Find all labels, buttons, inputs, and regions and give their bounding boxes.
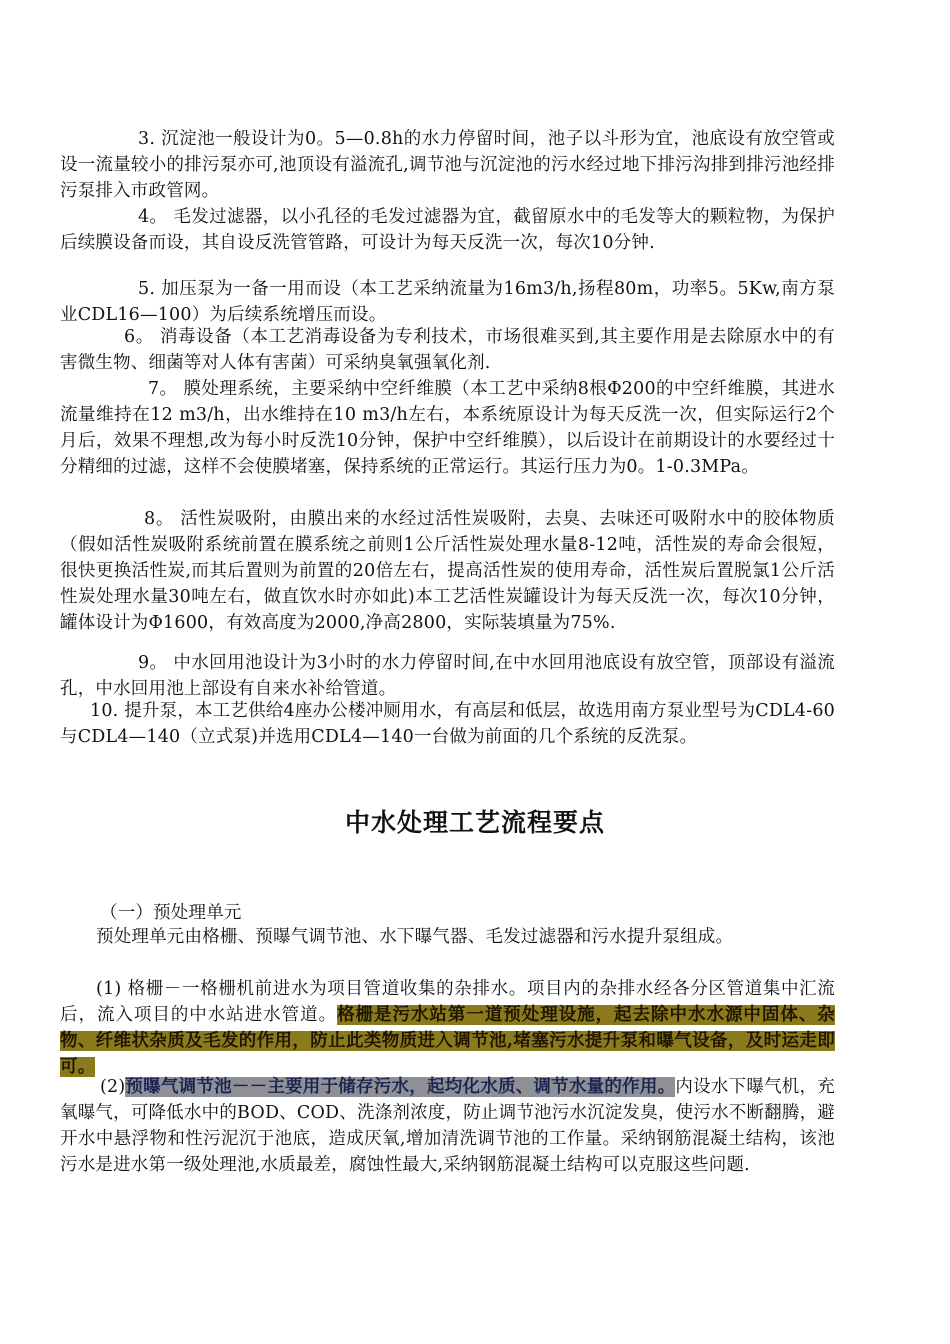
paragraph-disinfection: 6。 消毒设备（本工艺消毒设备为专利技术，市场很难买到,其主要作用是去除原水中的有害微生物、细菌等对人体有害菌）可采纳臭氧强氧化剂. — [60, 327, 835, 373]
paragraph-activated-carbon: 8。 活性炭吸附，由膜出来的水经过活性炭吸附，去臭、去味还可吸附水中的胶体物质（假如活性炭吸附系统前置在膜系统之前则1公斤活性炭处理水量8-12吨，活性炭的寿命会很短，很快更换活性炭,而其后置则为前置的20倍左右，提高活性炭的使用寿命，活性炭后置脱氯1公斤活性炭处理水量30吨左右，做直饮水时亦如此)本工艺活性炭罐设计为每天反洗一次，每次10分钟，罐体设计为Φ1600，有效高度为2000,净高2800，实际装填量为75%. — [60, 509, 835, 633]
paragraph-pre-aeration-tank — [60, 1074, 835, 1178]
section-title: 中水处理工艺流程要点 — [344, 808, 605, 837]
paragraph-sedimentation-tank: 3. 沉淀池一般设计为0。5—0.8h的水力停留时间，池子以斗形为宜，池底设有放空管或设一流量较小的排污泵亦可,池顶设有溢流孔,调节池与沉淀池的污水经过地下排污沟排到排污池经排污泵排入市政管网。 — [60, 129, 835, 201]
unit-heading: （一）预处理单元 — [100, 903, 242, 923]
unit-intro: 预处理单元由格栅、预曝气调节池、水下曝气器、毛发过滤器和污水提升泵组成。 — [96, 927, 734, 947]
paragraph-lift-pump: 10. 提升泵，本工艺供给4座办公楼冲厕用水，有高层和低层，故选用南方泵业型号为CDL4-60与CDL4—140（立式泵)并选用CDL4—140一台做为前面的几个系统的反洗泵。 — [60, 701, 835, 747]
grille-highlight: 格栅是污水站第一道预处理设施，起去除中水水源中固体、杂物、纤维状杂质及毛发的作用，防止此类物质进入调节池,堵塞污水提升泵和曝气设备，及时运走即可。 — [60, 1005, 835, 1077]
paragraph-booster-pump: 5. 加压泵为一备一用而设（本工艺采纳流量为16m3/h,扬程80m，功率5。5Kw,南方泵业CDL16—100）为后续系统增压而设。 — [60, 279, 835, 325]
pretank-text: 内设水下曝气机，充氧曝气，可降低水中的BOD、COD、洗涤剂浓度，防止调节池污水沉淀发臭，使污水不断翻腾，避开水中悬浮物和性污泥沉于池底，造成厌氧,增加清洗调节池的工作量。采纳钢筋混凝土结构，该池污水是进水第一级处理池,水质最差，腐蚀性最大,采纳钢筋混凝土结构可以克服这些问题. — [60, 1077, 835, 1175]
pretank-highlight: 预曝气调节池－－主要用于储存污水，起均化水质、调节水量的作用。 — [125, 1077, 676, 1097]
paragraph-membrane-system: 7。 膜处理系统，主要采纳中空纤维膜（本工艺中采纳8根Φ200的中空纤维膜，其进水流量维持在12 m3/h，出水维持在10 m3/h左右，本系统原设计为每天反洗一次，但实际运行2个月后，效果不理想,改为每小时反洗10分钟，保护中空纤维膜），以后设计在前期设计的水要经过十分精细的过滤，这样不会使膜堵塞，保持系统的正常运行。其运行压力为0。1-0.3MPa。 — [60, 379, 835, 477]
paragraph-reuse-tank: 9。 中水回用池设计为3小时的水力停留时间,在中水回用池底设有放空管，顶部设有溢流孔，中水回用池上部设有自来水补给管道。 — [60, 653, 835, 699]
grille-text: (1) 格栅－一格栅机前进水为项目管道收集的杂排水。项目内的杂排水经各分区管道集中汇流后，流入项目的中水站进水管道。 — [60, 979, 835, 1025]
pretank-prefix: (2) — [100, 1077, 126, 1097]
paragraph-hair-filter: 4。 毛发过滤器，以小孔径的毛发过滤器为宜，截留原水中的毛发等大的颗粒物，为保护后续膜设备而设，其自设反洗管管路，可设计为每天反洗一次，每次10分钟. — [60, 207, 835, 253]
paragraph-grille — [60, 976, 835, 1080]
